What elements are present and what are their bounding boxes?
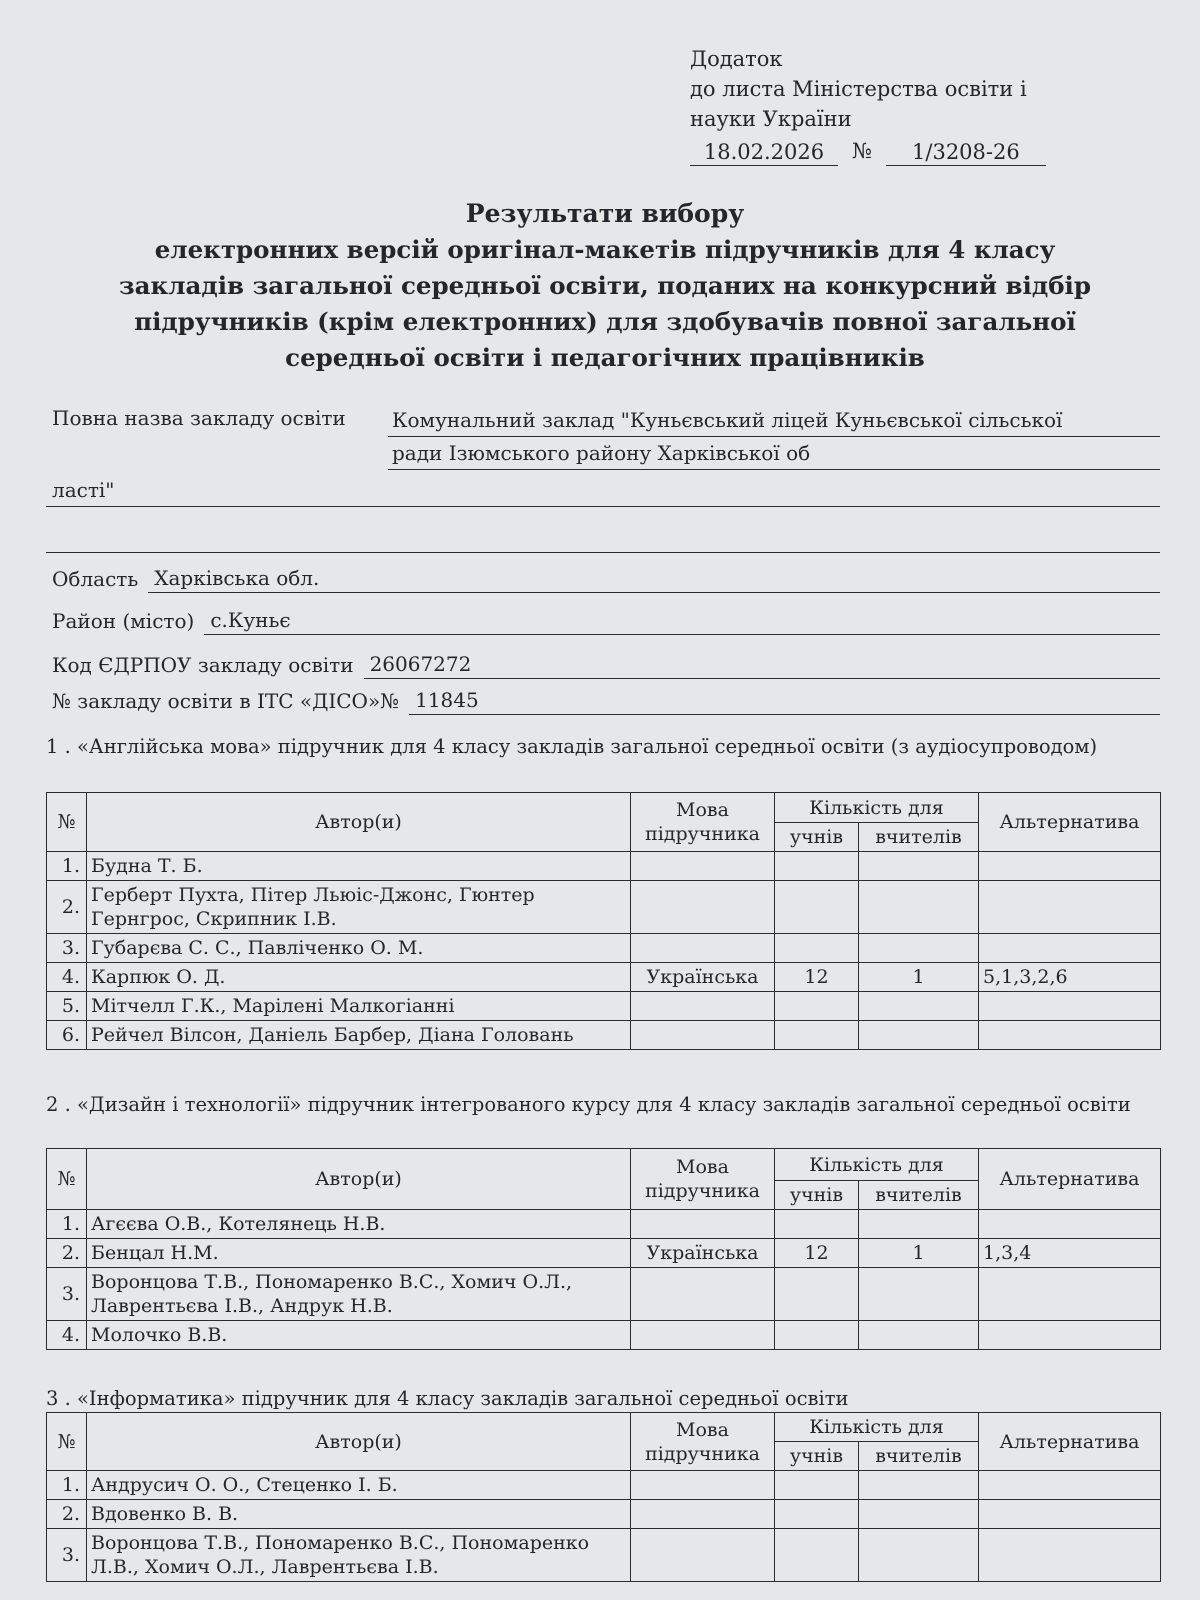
row-authors: Агєєва О.В., Котелянець Н.В. <box>87 1210 631 1239</box>
col-quantity-header: Кількість для <box>775 1149 979 1181</box>
itc-label: № закладу освіти в ІТС «ДІСО»№ <box>52 689 400 713</box>
table-row <box>47 881 1161 934</box>
row-alternative[interactable] <box>979 1268 1161 1321</box>
col-students-header: учнів <box>775 1442 859 1471</box>
school-name-value <box>388 404 1160 470</box>
table-row <box>47 1471 1161 1500</box>
row-students[interactable] <box>775 1471 859 1500</box>
school-name-label: Повна назва закладу освіти <box>52 406 346 430</box>
row-students[interactable]: 12 <box>775 963 859 992</box>
title-line-2: електронних версій оригінал-макетів підручників для 4 класу <box>154 235 1056 264</box>
row-teachers[interactable] <box>859 852 979 881</box>
row-alternative[interactable] <box>979 1500 1161 1529</box>
row-alternative[interactable] <box>979 1471 1161 1500</box>
col-alternative-header: Альтернатива <box>979 1413 1161 1471</box>
row-authors: Герберт Пухта, Пітер Льюіс-Джонс, Гюнтер Гернгрос, Скрипник І.В. <box>87 881 631 934</box>
row-students[interactable] <box>775 1268 859 1321</box>
region-row <box>52 564 1160 593</box>
row-number: 3. <box>47 1268 87 1321</box>
row-teachers[interactable] <box>859 881 979 934</box>
section-2-table <box>46 1148 1161 1350</box>
row-language[interactable] <box>631 992 775 1021</box>
row-number: 1. <box>47 1471 87 1500</box>
col-num-header: № <box>47 793 87 852</box>
row-language[interactable] <box>631 1321 775 1350</box>
school-name-row <box>52 404 356 432</box>
row-number: 5. <box>47 992 87 1021</box>
section-1-title: 1 . «Англійська мова» підручник для 4 класу закладів загальної середньої освіти (з аудіосупроводом) <box>46 735 1098 758</box>
row-language[interactable] <box>631 852 775 881</box>
col-authors-header: Автор(и) <box>87 793 631 852</box>
row-teachers[interactable] <box>859 934 979 963</box>
row-teachers[interactable] <box>859 1021 979 1050</box>
row-alternative[interactable] <box>979 1529 1161 1582</box>
school-name-line-1: Комунальний заклад "Куньєвський ліцей Куньєвської сільської <box>388 404 1160 437</box>
col-num-header: № <box>47 1413 87 1471</box>
school-name-line-3: ласті" <box>46 474 1160 507</box>
row-alternative[interactable] <box>979 881 1161 934</box>
row-number: 2. <box>47 1239 87 1268</box>
row-language[interactable] <box>631 881 775 934</box>
district-label: Район (місто) <box>52 609 195 633</box>
section-3-title: 3 . «Інформатика» підручник для 4 класу закладів загальної середньої освіти <box>46 1387 849 1410</box>
section-3-table <box>46 1412 1161 1582</box>
itc-value: 11845 <box>409 686 1160 715</box>
number-sign: № <box>852 139 872 163</box>
row-language[interactable] <box>631 1471 775 1500</box>
row-alternative[interactable] <box>979 934 1161 963</box>
table-row <box>47 1210 1161 1239</box>
edrpou-label: Код ЄДРПОУ закладу освіти <box>52 653 354 677</box>
row-students[interactable] <box>775 1529 859 1582</box>
row-language[interactable]: Українська <box>631 1239 775 1268</box>
row-authors: Будна Т. Б. <box>87 852 631 881</box>
row-students[interactable] <box>775 1210 859 1239</box>
row-number: 3. <box>47 934 87 963</box>
row-teachers[interactable] <box>859 992 979 1021</box>
row-teachers[interactable] <box>859 1529 979 1582</box>
col-quantity-header: Кількість для <box>775 1413 979 1442</box>
title-line-4: підручників (крім електронних) для здобувачів повної загальної <box>134 307 1076 336</box>
row-authors: Воронцова Т.В., Пономаренко В.С., Пономаренко Л.В., Хомич О.Л., Лаврентьєва І.В. <box>87 1529 631 1582</box>
col-teachers-header: вчителів <box>859 823 979 852</box>
row-students[interactable] <box>775 1321 859 1350</box>
row-authors: Губарєва С. С., Павліченко О. М. <box>87 934 631 963</box>
addendum-line-2: до листа Міністерства освіти і <box>690 77 1027 101</box>
row-language[interactable] <box>631 1268 775 1321</box>
table-row <box>47 1321 1161 1350</box>
letter-date: 18.02.2026 <box>690 139 838 166</box>
row-students[interactable]: 12 <box>775 1239 859 1268</box>
row-number: 2. <box>47 881 87 934</box>
row-number: 1. <box>47 852 87 881</box>
row-teachers[interactable] <box>859 1471 979 1500</box>
edrpou-value: 26067272 <box>364 650 1160 679</box>
row-students[interactable] <box>775 992 859 1021</box>
col-teachers-header: вчителів <box>859 1181 979 1210</box>
edrpou-row <box>52 650 1160 679</box>
row-authors: Андрусич О. О., Стеценко І. Б. <box>87 1471 631 1500</box>
table-row <box>47 1500 1161 1529</box>
title-line-3: закладів загальної середньої освіти, поданих на конкурсний відбір <box>119 271 1091 300</box>
district-value: с.Куньє <box>204 606 1160 635</box>
section-1-table <box>46 792 1161 1050</box>
row-authors: Воронцова Т.В., Пономаренко В.С., Хомич О.Л., Лаврентьєва І.В., Андрук Н.В. <box>87 1268 631 1321</box>
col-students-header: учнів <box>775 823 859 852</box>
row-alternative[interactable] <box>979 1210 1161 1239</box>
row-students[interactable] <box>775 881 859 934</box>
row-authors: Молочко В.В. <box>87 1321 631 1350</box>
title-line-1: Результати вибору <box>465 199 745 228</box>
region-label: Область <box>52 567 139 591</box>
row-language[interactable]: Українська <box>631 963 775 992</box>
col-authors-header: Автор(и) <box>87 1149 631 1210</box>
letter-number: 1/3208-26 <box>886 139 1046 166</box>
col-students-header: учнів <box>775 1181 859 1210</box>
row-alternative[interactable] <box>979 1321 1161 1350</box>
blank-form-line <box>46 552 1160 553</box>
row-teachers[interactable] <box>859 1500 979 1529</box>
col-teachers-header: вчителів <box>859 1442 979 1471</box>
row-teachers[interactable] <box>859 1321 979 1350</box>
row-teachers[interactable]: 1 <box>859 963 979 992</box>
addendum-block <box>690 44 1080 166</box>
district-row <box>52 606 1160 635</box>
row-students[interactable] <box>775 934 859 963</box>
col-alternative-header: Альтернатива <box>979 793 1161 852</box>
school-name-line-2: ради Ізюмського району Харківської об <box>388 437 1160 470</box>
row-alternative[interactable]: 1,3,4 <box>979 1239 1161 1268</box>
row-authors: Вдовенко В. В. <box>87 1500 631 1529</box>
table-row <box>47 1529 1161 1582</box>
row-language[interactable] <box>631 1529 775 1582</box>
col-alternative-header: Альтернатива <box>979 1149 1161 1210</box>
col-quantity-header: Кількість для <box>775 793 979 823</box>
row-alternative[interactable] <box>979 992 1161 1021</box>
table-row <box>47 1239 1161 1268</box>
row-students[interactable] <box>775 1500 859 1529</box>
row-language[interactable] <box>631 1021 775 1050</box>
row-authors: Рейчел Вілсон, Даніель Барбер, Діана Головань <box>87 1021 631 1050</box>
document-title <box>60 196 1150 376</box>
table-row <box>47 992 1161 1021</box>
row-number: 1. <box>47 1210 87 1239</box>
row-number: 6. <box>47 1021 87 1050</box>
row-alternative[interactable] <box>979 1021 1161 1050</box>
row-students[interactable] <box>775 852 859 881</box>
addendum-line-3: науки України <box>690 107 852 131</box>
title-line-5: середньої освіти і педагогічних працівників <box>285 343 925 372</box>
table-row <box>47 852 1161 881</box>
table-row <box>47 934 1161 963</box>
row-language[interactable] <box>631 934 775 963</box>
row-authors: Карпюк О. Д. <box>87 963 631 992</box>
row-number: 4. <box>47 963 87 992</box>
row-number: 2. <box>47 1500 87 1529</box>
row-number: 4. <box>47 1321 87 1350</box>
row-number: 3. <box>47 1529 87 1582</box>
row-teachers[interactable] <box>859 1210 979 1239</box>
row-language[interactable] <box>631 1500 775 1529</box>
itc-row <box>52 686 1160 715</box>
table-row <box>47 963 1161 992</box>
row-language[interactable] <box>631 1210 775 1239</box>
table-row <box>47 1268 1161 1321</box>
row-authors: Мітчелл Г.К., Марілені Малкогіанні <box>87 992 631 1021</box>
table-row <box>47 1021 1161 1050</box>
col-num-header: № <box>47 1149 87 1210</box>
col-language-header: Мова підручника <box>631 1149 775 1210</box>
row-alternative[interactable] <box>979 852 1161 881</box>
col-language-header: Мова підручника <box>631 1413 775 1471</box>
col-language-header: Мова підручника <box>631 793 775 852</box>
row-teachers[interactable]: 1 <box>859 1239 979 1268</box>
letter-reference <box>690 136 1080 166</box>
row-alternative[interactable]: 5,1,3,2,6 <box>979 963 1161 992</box>
section-2-title: 2 . «Дизайн і технології» підручник інтегрованого курсу для 4 класу закладів загальної середньої освіти <box>46 1093 1131 1116</box>
row-teachers[interactable] <box>859 1268 979 1321</box>
col-authors-header: Автор(и) <box>87 1413 631 1471</box>
row-authors: Бенцал Н.М. <box>87 1239 631 1268</box>
addendum-title: Додаток <box>690 47 783 71</box>
region-value: Харківська обл. <box>148 564 1160 593</box>
row-students[interactable] <box>775 1021 859 1050</box>
